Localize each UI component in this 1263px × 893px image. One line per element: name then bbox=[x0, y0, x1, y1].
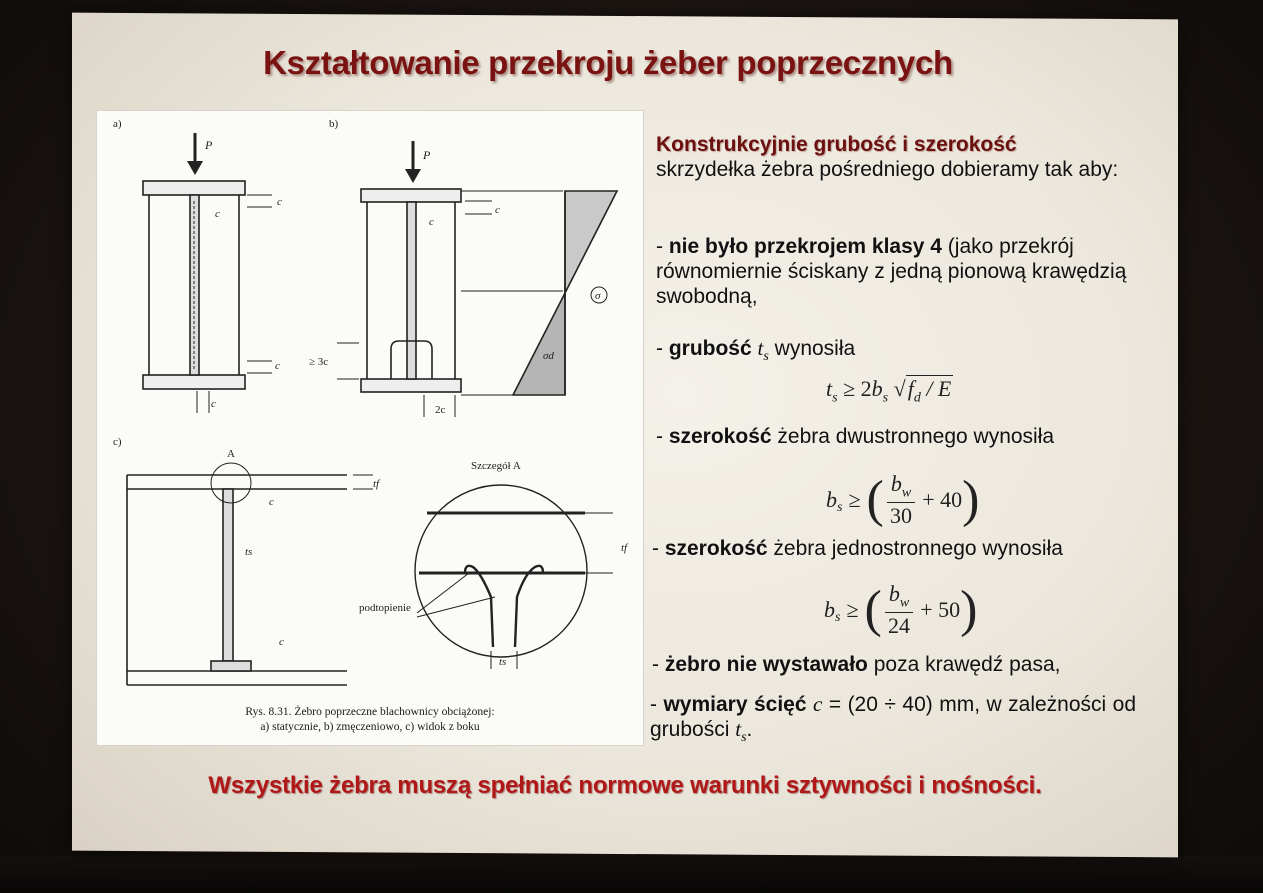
f3-plus: + 50 bbox=[920, 597, 961, 622]
load-label-a: P bbox=[205, 138, 213, 152]
dim-ts-detail: ts bbox=[499, 656, 507, 668]
paren-left: ( bbox=[864, 581, 882, 638]
label-a: a) bbox=[113, 118, 122, 130]
f1-b: b bbox=[871, 376, 883, 401]
dim-c-a2: c bbox=[215, 208, 220, 220]
item-width-single-bold: szerokość bbox=[664, 537, 768, 560]
f2-lhs: b bbox=[826, 487, 837, 512]
f2-num: b bbox=[890, 471, 902, 497]
f1-lhs-sub: s bbox=[832, 390, 838, 406]
f1-root-sub: d bbox=[913, 390, 921, 406]
f3-den: 24 bbox=[888, 612, 911, 638]
f2-ge: ≥ bbox=[848, 487, 861, 512]
var-sub-s2: s bbox=[741, 730, 747, 746]
dim-c-b2: c bbox=[429, 216, 434, 228]
sqrt-sign: √ bbox=[893, 376, 906, 401]
item-cut-dimensions-bold: wymiary ścięć bbox=[663, 693, 807, 716]
f1-lhs: t bbox=[826, 376, 833, 401]
f3-lhs: b bbox=[824, 597, 835, 622]
fraction-2 bbox=[887, 471, 915, 528]
item-width-double-rest: żebra dwustronnego wynosiła bbox=[771, 425, 1055, 448]
f1-root: f bbox=[907, 376, 914, 401]
formula-width-single bbox=[824, 578, 977, 642]
f2-num-sub: w bbox=[901, 485, 912, 501]
caption-line-1: Rys. 8.31. Żebro poprzeczne blachownicy obciążonej: bbox=[245, 706, 495, 718]
f3-num-sub: w bbox=[899, 595, 910, 611]
item-dash: - bbox=[656, 337, 669, 360]
var-t2: t bbox=[735, 717, 742, 741]
item-class4 bbox=[656, 234, 1146, 309]
label-c: c) bbox=[113, 436, 122, 448]
f1-mid: ≥ 2 bbox=[837, 376, 872, 401]
dim-c-a3: c bbox=[275, 360, 280, 372]
item-width-single bbox=[652, 536, 1146, 561]
dim-tf-c: tf bbox=[373, 478, 380, 490]
paren-right: ) bbox=[960, 581, 978, 638]
formula-thickness bbox=[826, 376, 953, 406]
item-class4-rest: (jako przekrój równomiernie ściskany z jedną pionową krawędzią swobodną, bbox=[656, 235, 1127, 308]
slide-footer: Wszystkie żebra muszą spełniać normowe warunki sztywności i nośności. bbox=[208, 772, 1042, 799]
f3-num: b bbox=[888, 581, 900, 607]
slide-title: Kształtowanie przekroju żeber poprzecznych bbox=[263, 44, 953, 81]
figure-drawing bbox=[97, 111, 643, 745]
item-dash: - bbox=[652, 537, 665, 560]
room-floor bbox=[0, 856, 1263, 893]
fraction-3 bbox=[885, 581, 913, 638]
paren-left: ( bbox=[866, 471, 884, 528]
dim-2c: 2c bbox=[435, 404, 446, 416]
intro-bold: Konstrukcyjnie grubość i szerokość bbox=[656, 133, 1017, 156]
f2-plus: + 40 bbox=[922, 487, 963, 512]
item-class4-bold: nie było przekrojem klasy 4 bbox=[668, 235, 942, 258]
sqrt-body bbox=[906, 375, 954, 406]
f2-den: 30 bbox=[890, 502, 913, 528]
item-cut-dimensions bbox=[650, 692, 1136, 750]
item-width-double-bold: szerokość bbox=[668, 425, 772, 448]
item-thickness-bold: grubość bbox=[668, 337, 752, 360]
dim-c-a4: c bbox=[211, 398, 216, 410]
dim-3c: ≥ 3c bbox=[309, 356, 329, 368]
label-b: b) bbox=[329, 118, 339, 130]
dim-c-a1: c bbox=[277, 196, 282, 208]
dim-c-b1: c bbox=[495, 204, 500, 216]
intro-rest: skrzydełka żebra pośredniego dobieramy tak aby: bbox=[656, 158, 1119, 181]
item-no-protrusion-rest: poza krawędź pasa, bbox=[867, 653, 1061, 676]
formula-width-double bbox=[826, 468, 979, 532]
item-dash: - bbox=[652, 653, 665, 676]
item-dash: - bbox=[656, 425, 669, 448]
dim-c-c1: c bbox=[269, 496, 274, 508]
f3-ge: ≥ bbox=[846, 597, 859, 622]
item-thickness bbox=[656, 336, 1146, 369]
item-cut-dimensions-end: . bbox=[746, 718, 753, 741]
item-thickness-rest: wynosiła bbox=[768, 337, 856, 360]
item-no-protrusion-bold: żebro nie wystawało bbox=[664, 653, 868, 676]
stress-symbol: σ bbox=[595, 290, 601, 302]
weld-label: podtopienie bbox=[359, 602, 411, 614]
intro-paragraph bbox=[656, 132, 1146, 182]
var-c: c bbox=[813, 692, 823, 716]
caption-line-2: a) statycznie, b) zmęczeniowo, c) widok z boku bbox=[260, 721, 480, 733]
item-dash: - bbox=[650, 693, 664, 716]
item-dash: - bbox=[656, 235, 669, 258]
load-label-b: P bbox=[423, 148, 431, 162]
dim-ts-c: ts bbox=[245, 546, 253, 558]
f3-lhs-sub: s bbox=[835, 610, 841, 625]
item-width-single-rest: żebra jednostronnego wynosiła bbox=[767, 537, 1063, 560]
f2-lhs-sub: s bbox=[837, 500, 843, 515]
figure-caption bbox=[97, 705, 643, 735]
detail-marker: A bbox=[227, 448, 235, 460]
detail-title: Szczegół A bbox=[471, 460, 521, 472]
f1-b-sub: s bbox=[882, 390, 889, 406]
var-t: t bbox=[757, 336, 764, 360]
item-width-double bbox=[656, 424, 1146, 449]
dim-c-c2: c bbox=[279, 636, 284, 648]
dim-tf-detail: tf bbox=[621, 542, 628, 554]
technical-figure bbox=[96, 110, 644, 746]
item-cut-dimensions-rest: = (20 ÷ 40) mm, w zależności od grubości bbox=[650, 693, 1137, 741]
f1-root-rest: / E bbox=[920, 376, 952, 401]
paren-right: ) bbox=[962, 471, 980, 528]
var-sub-s: s bbox=[763, 349, 769, 365]
stress-d-symbol: σd bbox=[543, 350, 554, 362]
item-no-protrusion bbox=[652, 652, 1146, 677]
